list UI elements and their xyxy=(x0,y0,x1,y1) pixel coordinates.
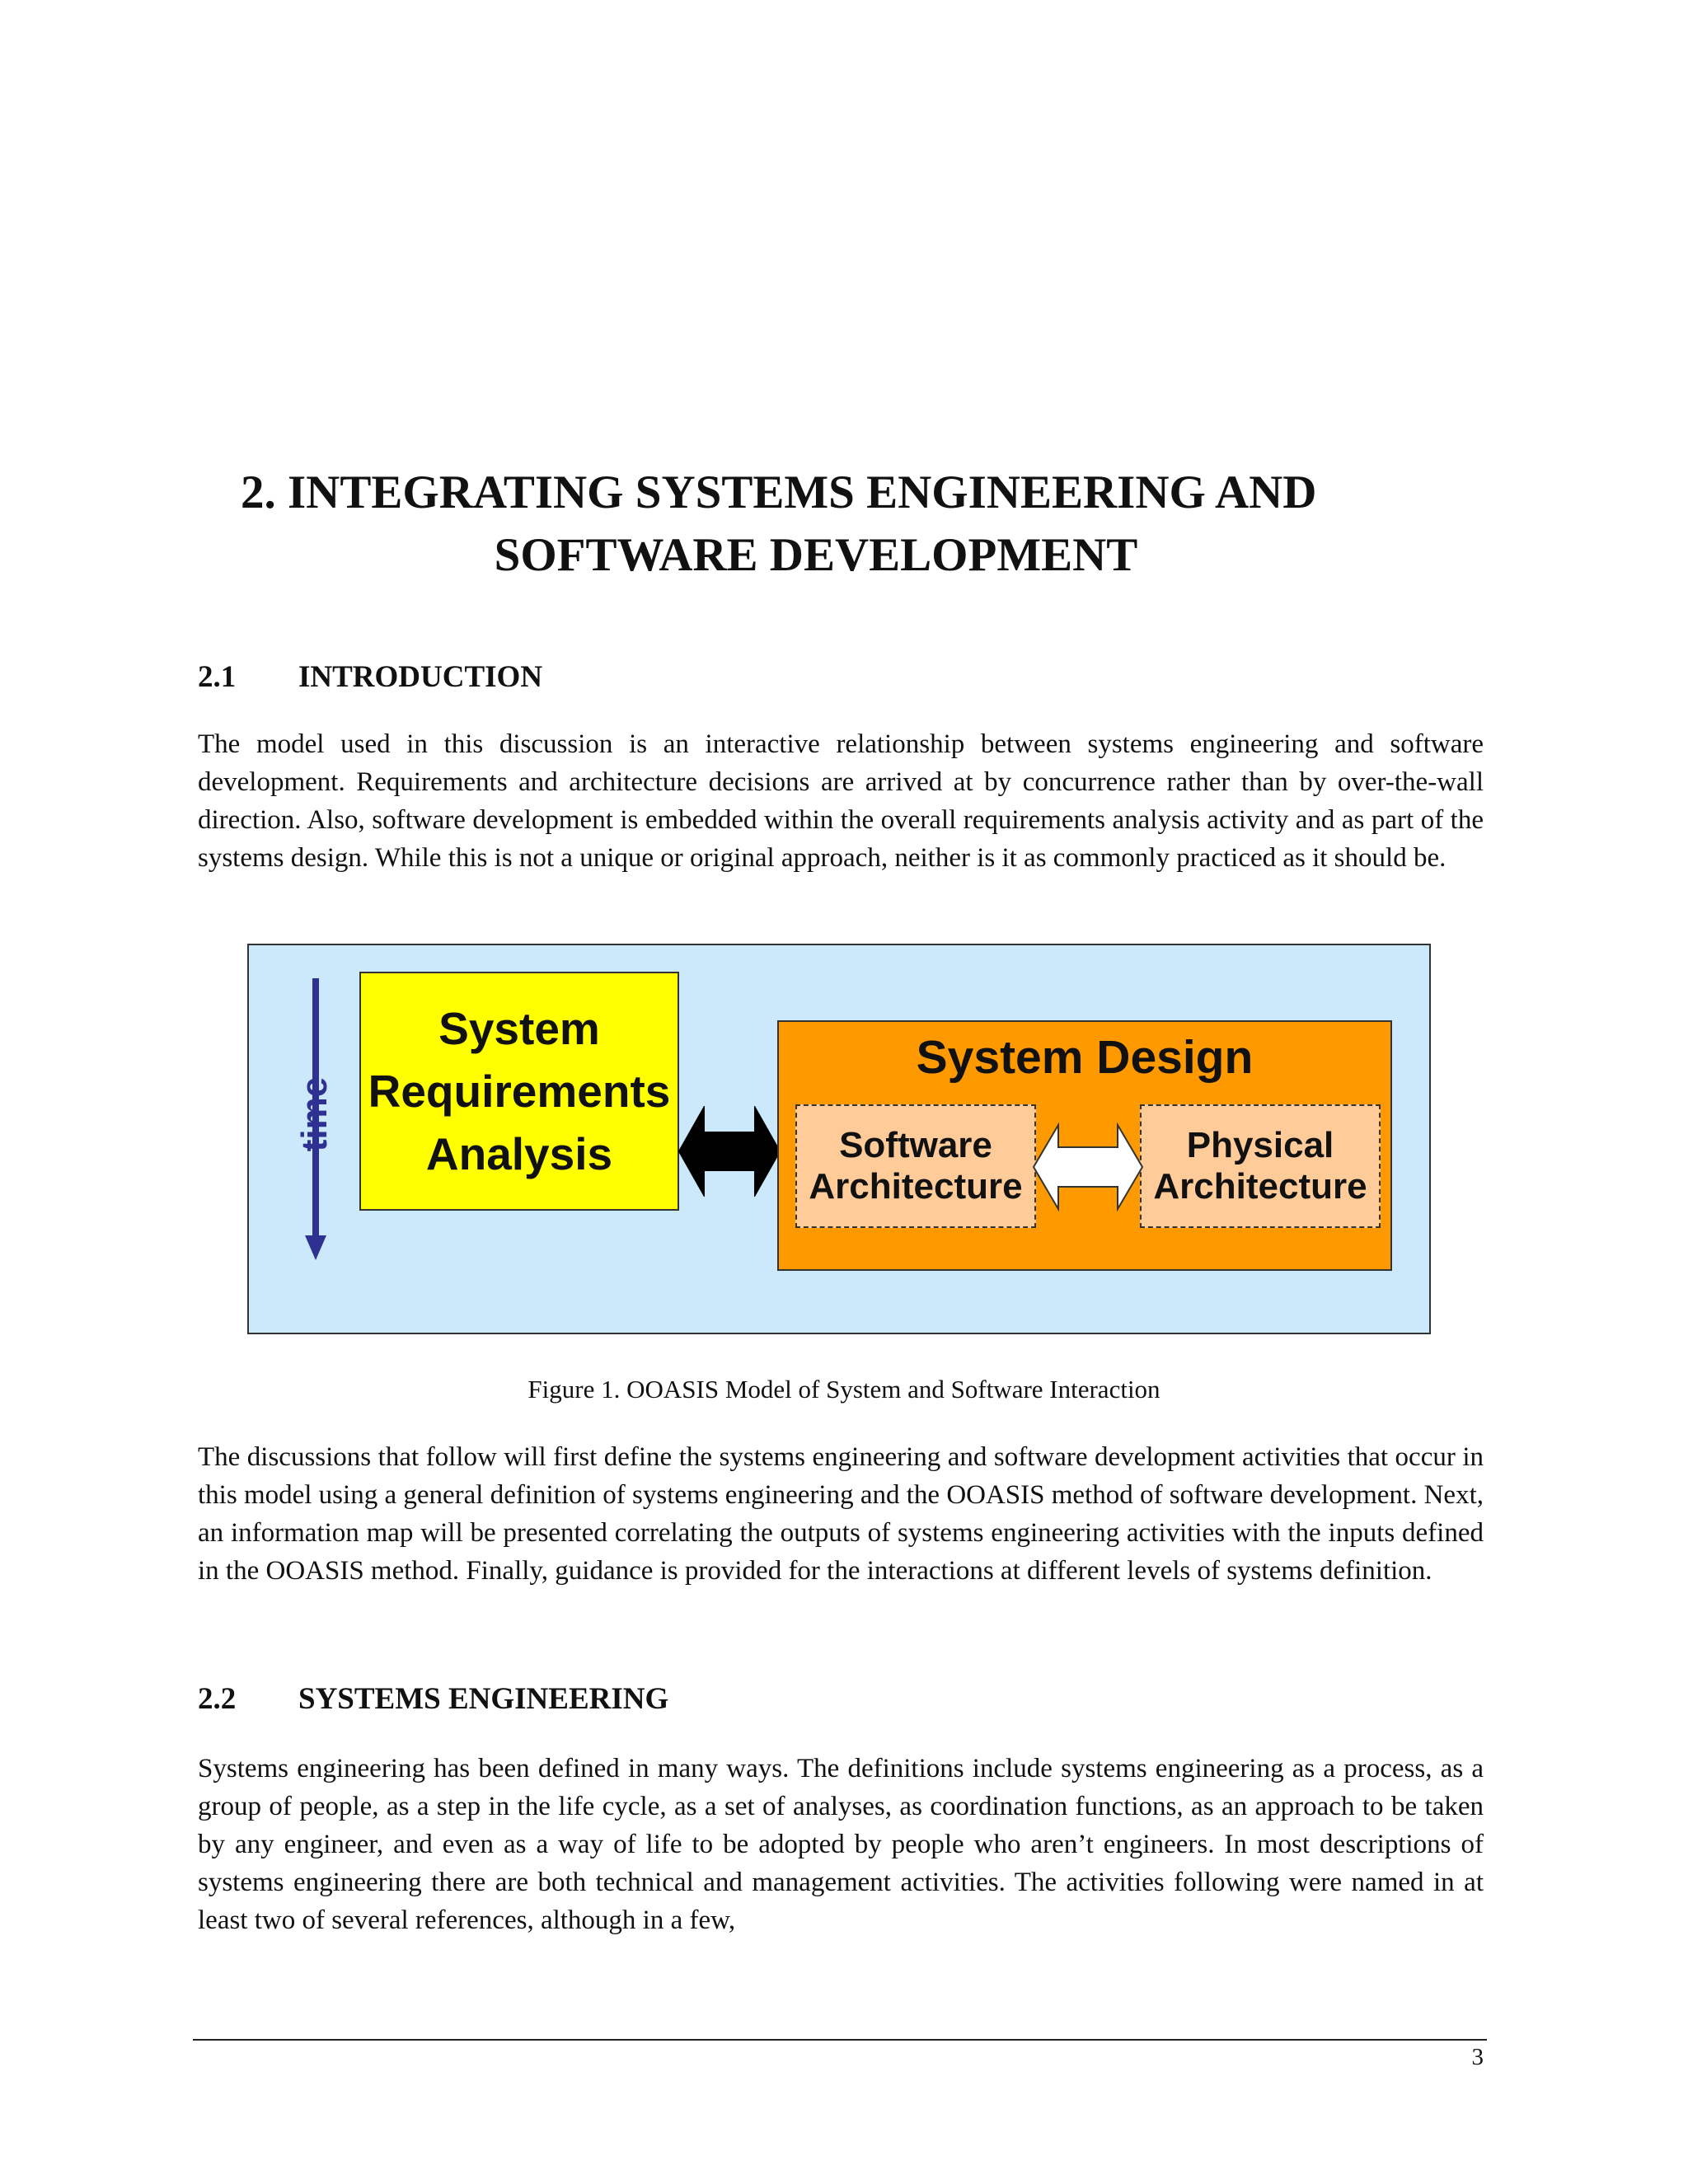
section-number: 2.2 xyxy=(198,1682,237,1716)
footer-rule xyxy=(193,2039,1487,2041)
section-title: INTRODUCTION xyxy=(298,660,543,694)
paragraph-systems-engineering: Systems engineering has been defined in many ways. The definitions include systems engineering as a process, as a group of people, as a step in the life cycle, as a set of analyses, as coordination functions, as an approach to be taken by any engineer, and even as a way of life to be adopted by people who aren’t engineers. In most descriptions of systems engineering there are both technical and management activities. The activities following were named in at least two of several references, although in a few, xyxy=(198,1754,1484,1935)
time-arrow-icon xyxy=(305,1235,326,1260)
paragraph-introduction: The model used in this discussion is an interactive relationship between systems engineering and software development. Requirements and architecture decisions are arrived at by concurrence rather than by over-the-wall direction. Also, software development is embedded within the overall requirements analysis activity and as part of the systems design. While this is not a unique or original approach, neither is it as commonly practiced as it should be. xyxy=(198,729,1484,873)
double-arrow-icon-black xyxy=(678,1106,781,1197)
physical-architecture-box: Physical Architecture xyxy=(1140,1104,1381,1228)
system-design-box xyxy=(777,1020,1392,1271)
chapter-number: 2. xyxy=(241,466,276,518)
double-arrow-icon-white xyxy=(1031,1122,1145,1212)
paragraph-after-figure: The discussions that follow will first define the systems engineering and software development activities that occur in this model using a general definition of systems engineering and the OOASIS method of software development. Next, an information map will be presented correlating the outputs of systems engineering activities with the inputs defined in the OOASIS method. Finally, guidance is provided for the interactions at different levels of systems definition. xyxy=(198,1442,1484,1586)
figure-ooasis-model xyxy=(247,944,1431,1334)
section-heading-introduction xyxy=(198,659,542,696)
software-architecture-box: Software Architecture xyxy=(795,1104,1036,1228)
chapter-title-line2: SOFTWARE DEVELOPMENT xyxy=(494,529,1138,581)
system-requirements-analysis-box: System Requirements Analysis xyxy=(359,972,679,1211)
section-number: 2.1 xyxy=(198,660,237,694)
section-heading-systems-engineering xyxy=(198,1681,668,1718)
page-number: 3 xyxy=(1471,2044,1484,2070)
chapter-title-line1 xyxy=(241,462,1316,524)
time-label: time xyxy=(294,1076,335,1152)
section-title: SYSTEMS ENGINEERING xyxy=(298,1682,669,1716)
system-design-title: System Design xyxy=(916,1031,1254,1084)
figure-caption: Figure 1. OOASIS Model of System and Software Interaction xyxy=(528,1375,1160,1404)
chapter-title-text-1: INTEGRATING SYSTEMS ENGINEERING AND xyxy=(288,466,1317,518)
